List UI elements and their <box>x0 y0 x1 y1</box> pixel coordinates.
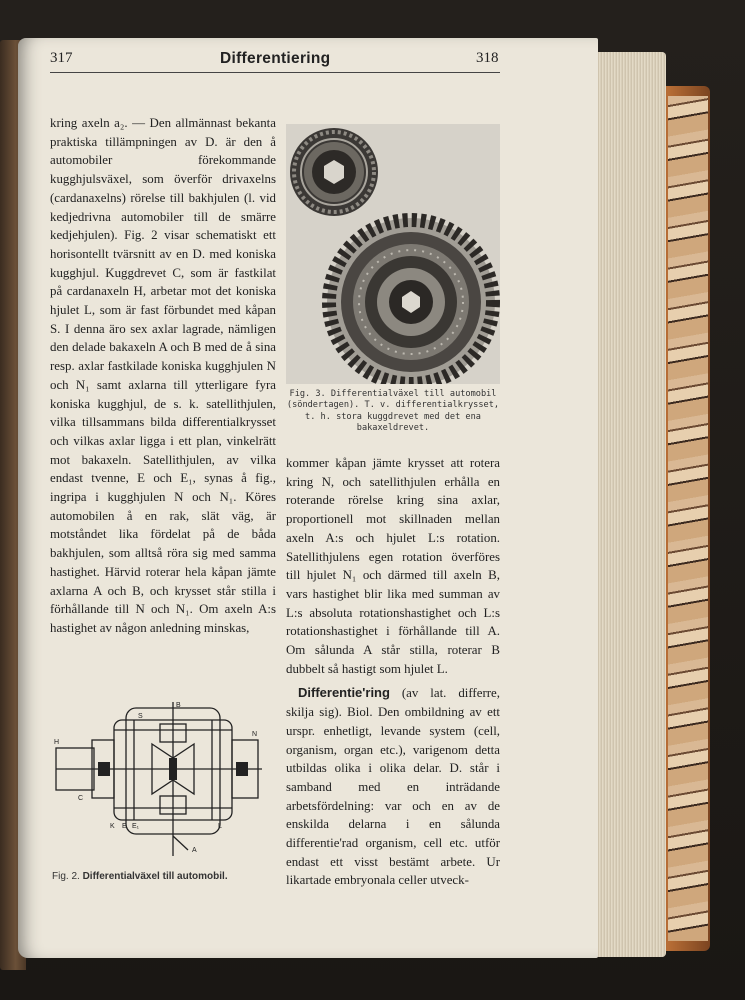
fig2-label-b: B <box>176 702 181 709</box>
fig2-label-l: L <box>218 823 222 830</box>
figure-2-caption <box>52 871 278 882</box>
fig2-label-a: A <box>192 847 197 854</box>
figure-2-caption-prefix: Fig. 2. <box>52 871 80 882</box>
headword: Differentie'ring <box>298 685 390 701</box>
left-column-text: kring axeln a₂. — Den allmännast bekanta praktiska tillämpningen av D. är den å automobiler förekommande kugghjulsväxel, som överför drivaxelns (cardanaxelns) rörelse till bakhjulen (l. vid kedjedrivna automobiler till de smärre kedjehjulen). Fig. 2 visar schematiskt ett horisontellt tvärsnitt av en D. med koniska kugghjul. Kuggdrevet C, som är fastkilat på cardanaxeln H, arbetar mot det koniska hjulet L, som är fast förbundet med kåpan S. I denna äro sex axlar lagrade, nämligen den delade bakaxeln A och B med de å sina resp. axlar fastkilade koniska kugghjulen N och N₁ samt axlarna till ytterligare fyra koniska kugghjul, de s. k. satellithjulen, vilka tillsammans bilda differentialkrysset och vilkas axlar ligga i ett plan, vinkelrätt mot bakaxeln. Satellithjulen, av vilka endast tvenne, E och E₁, synas å fig., ingripa i kugghjulen N och N₁. Köres automobilen å en rak, slät väg, är motståndet lika fördelat på de båda bakhjulen, som alltså röra sig med samma hastighet. Härvid roterar hela kåpan jämte axlarna A och B, och krysset står stilla i förhållande till N och N₁. Om axeln A:s hastighet av någon anledning minskas, <box>50 116 276 635</box>
header-rule <box>50 72 500 73</box>
entry-text: (av lat. differre, skilja sig). Biol. Den ombildning av ett urspr. enhetligt, levande system (cell, organism, organ etc.), varigenom detta utbildas olika i olika delar. D. står i samband med en inträdande arbetsfördelning: var och en av de enskilda delarna i en sålunda differentie'rad organism, cell etc. utför endast ett visst bestämt arbete. Ur likartade embryonala celler utveck- <box>286 686 500 888</box>
right-column <box>286 454 500 890</box>
fig2-label-n: N <box>252 731 258 738</box>
differential-cross-section <box>52 700 278 862</box>
differential-parts-photo <box>286 124 500 384</box>
left-column <box>50 114 276 638</box>
page-number-right: 318 <box>476 50 499 66</box>
fig2-label-c: C <box>78 795 84 802</box>
figure-2-caption-title: Differentialväxel till automobil. <box>82 871 228 882</box>
marbled-endpaper <box>668 96 708 941</box>
figure-3-photo <box>286 124 500 384</box>
page-number-left: 317 <box>50 50 73 66</box>
figure-2-diagram <box>52 700 278 862</box>
running-head: Differentiering <box>220 50 331 67</box>
fig2-label-h: H <box>54 739 60 746</box>
fig2-label-s: S <box>138 713 143 720</box>
fig2-label-e1: E₁ <box>132 823 140 830</box>
right-column-text: kommer kåpan jämte krysset att rotera kring N, och satellithjulen erhålla en roterande rörelse kring sina axlar, proportionell mot skillnaden mellan axeln A:s och hjulet L:s rotation. Satellithjulens egen rotation överföres till hjulet N₁ och därmed till axeln B, vars hastighet blir lika med summan av L:s absoluta rotationshastighet och L:s rotationshastighet i förhållande till A. Om sålunda A står stilla, roterar B dubbelt så hastigt som hjulet L. <box>286 456 500 676</box>
fig2-label-e: E <box>122 823 127 830</box>
figure-3-caption: Fig. 3. Differentialväxel till automobil (söndertagen). T. v. differentialkrysset, t. h. stora kuggdrevet med det ena bakaxeldrevet. <box>286 389 500 434</box>
entry-paragraph <box>286 684 500 890</box>
fig2-label-k: K <box>110 823 115 830</box>
